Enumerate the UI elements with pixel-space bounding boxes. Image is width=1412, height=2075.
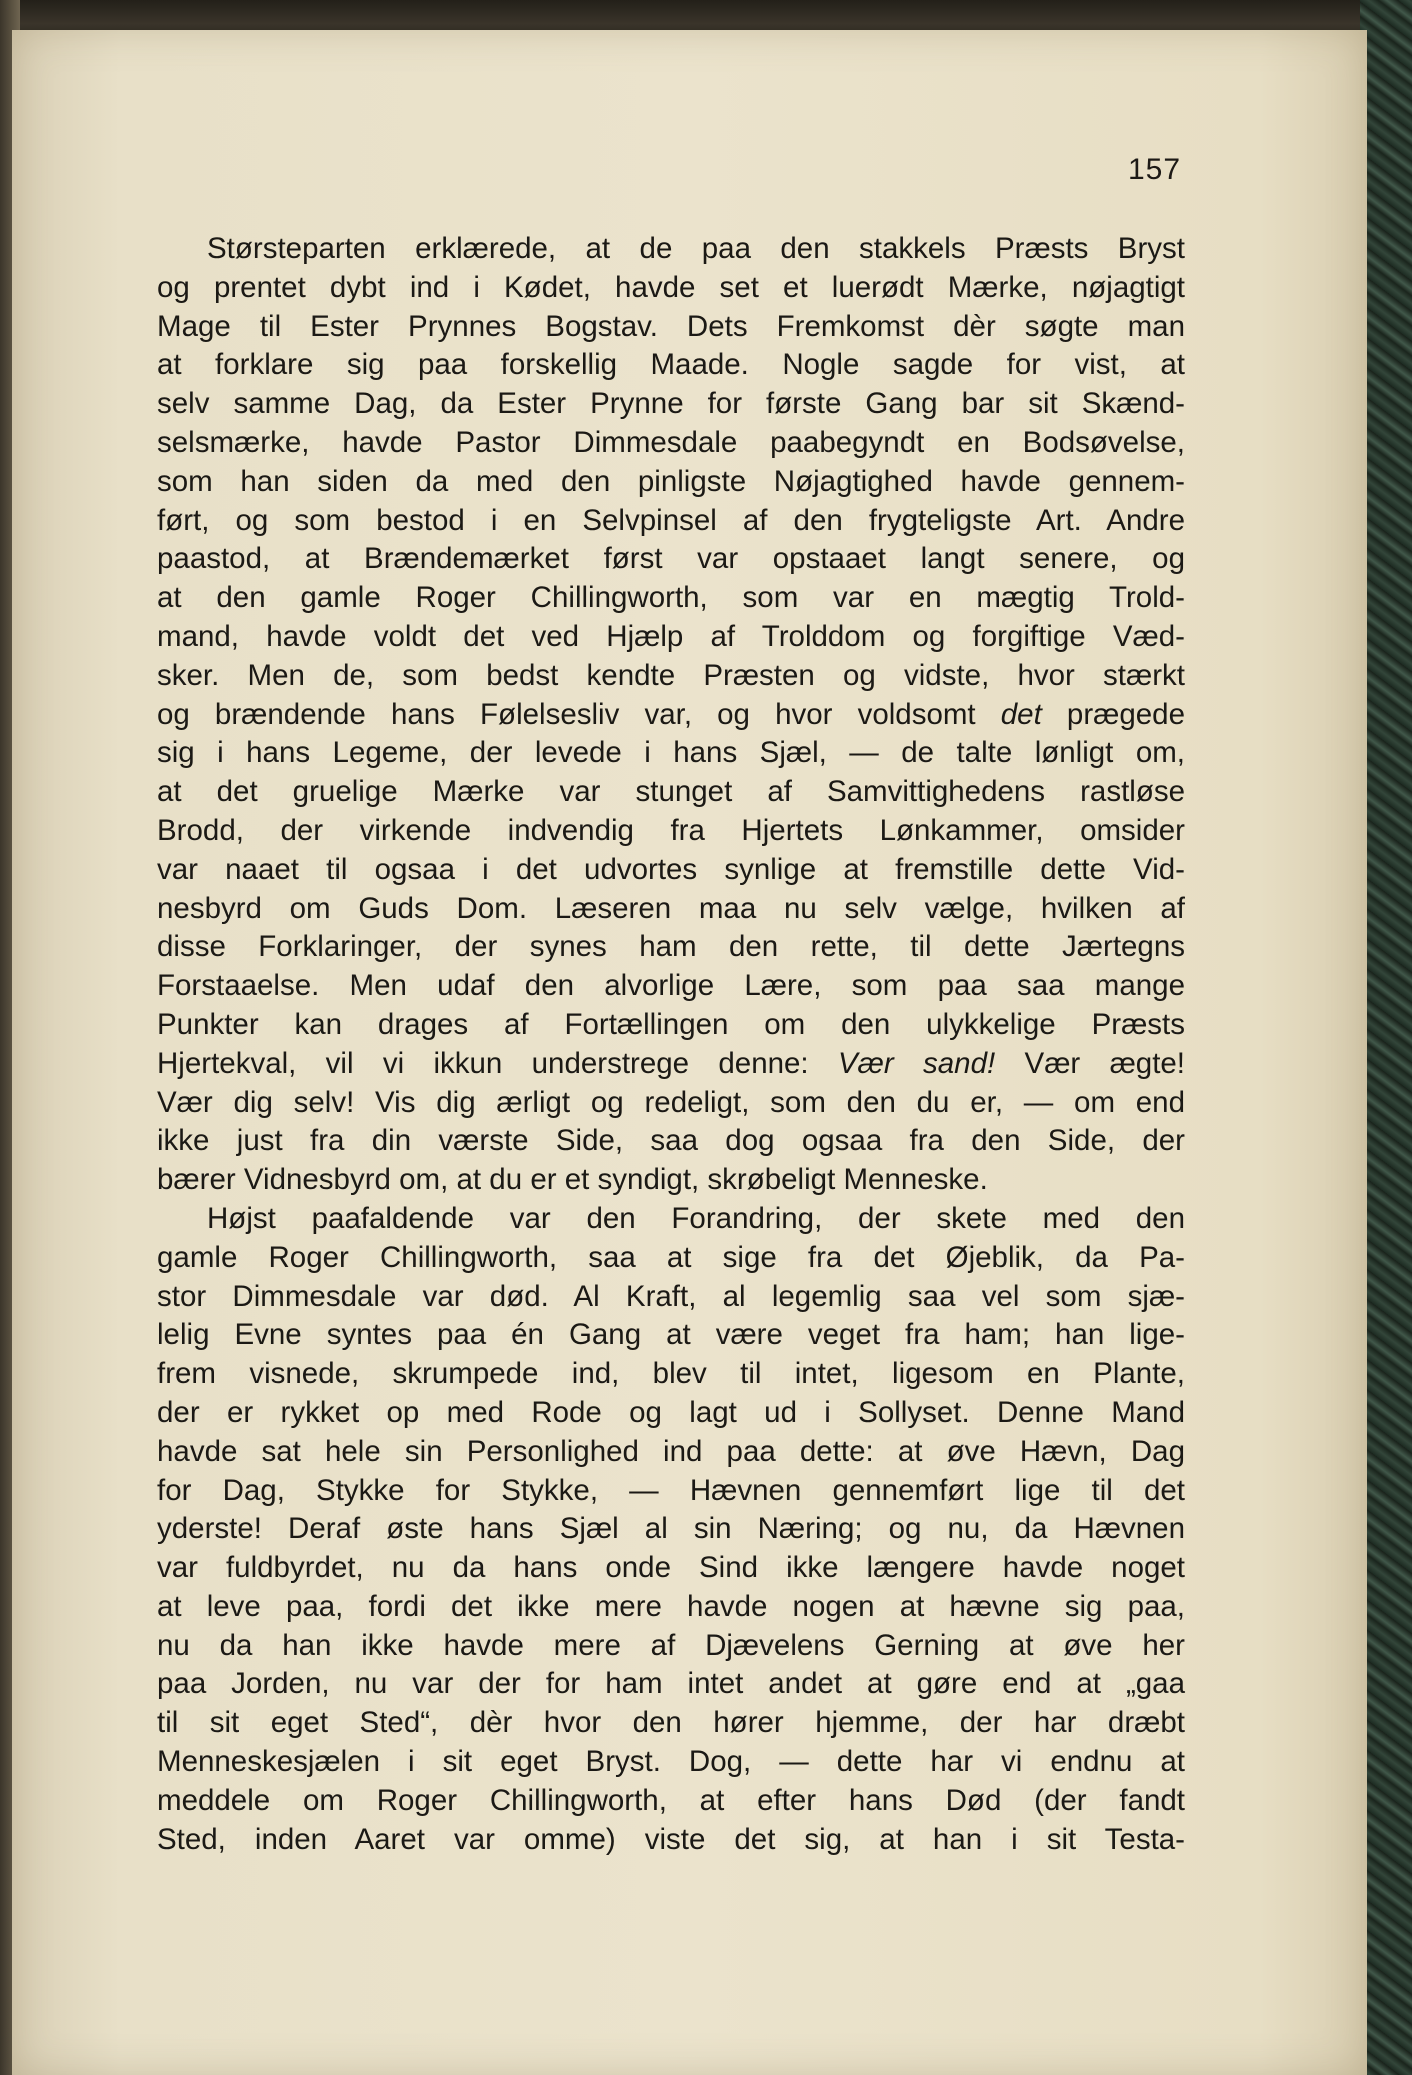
- text-line: til sit eget Sted“, dèr hvor den hører hjemme, der har dræbt: [157, 1706, 1185, 1740]
- text-line: var naaet til ogsaa i det udvortes synlige at fremstille dette Vid-: [157, 852, 1185, 886]
- text-line: Brodd, der virkende indvendig fra Hjertets Lønkammer, omsider: [157, 813, 1185, 847]
- text-line: disse Forklaringer, der synes ham den rette, til dette Jærtegns: [157, 930, 1185, 964]
- text-line: paa Jorden, nu var der for ham intet andet at gøre end at „gaa: [157, 1667, 1185, 1701]
- text-line: nu da han ikke havde mere af Djævelens Gerning at øve her: [157, 1628, 1185, 1662]
- text-line: Vær dig selv! Vis dig ærligt og redeligt, som den du er, — om end: [157, 1085, 1185, 1119]
- text-line: sker. Men de, som bedst kendte Præsten og vidste, hvor stærkt: [157, 658, 1185, 692]
- text-line: gamle Roger Chillingworth, saa at sige fra det Øjeblik, da Pa-: [157, 1240, 1185, 1274]
- text-line: nesbyrd om Guds Dom. Læseren maa nu selv vælge, hvilken af: [157, 891, 1185, 925]
- book-page: [12, 30, 1367, 2075]
- text-line: Højst paafaldende var den Forandring, der skete med den: [207, 1201, 1185, 1235]
- text-line: sig i hans Legeme, der levede i hans Sjæl, — de talte lønligt om,: [157, 736, 1185, 770]
- body-text: [157, 230, 1185, 1859]
- text-line: at den gamle Roger Chillingworth, som var en mægtig Trold-: [157, 581, 1185, 615]
- page-number: 157: [1128, 153, 1182, 186]
- italic-phrase: Vær sand!: [837, 1046, 996, 1080]
- text-line: yderste! Deraf øste hans Sjæl al sin Næring; og nu, da Hævnen: [157, 1512, 1185, 1546]
- text-line: ført, og som bestod i en Selvpinsel af den frygteligste Art. Andre: [157, 503, 1185, 537]
- text-line: at det gruelige Mærke var stunget af Samvittighedens rastløse: [157, 775, 1185, 809]
- text-line: og prentet dybt ind i Kødet, havde set et luerødt Mærke, nøjagtigt: [157, 270, 1185, 304]
- text-line: Sted, inden Aaret var omme) viste det sig, at han i sit Testa-: [157, 1822, 1185, 1856]
- text-segment: Vær ægte!: [1024, 1046, 1185, 1080]
- text-line: paastod, at Brændemærket først var opstaaet langt senere, og: [157, 542, 1185, 576]
- text-line: havde sat hele sin Personlighed ind paa dette: at øve Hævn, Dag: [157, 1434, 1185, 1468]
- text-segment: og brændende hans Følelsesliv var, og hvor voldsomt: [157, 697, 976, 731]
- text-segment: prægede: [1066, 697, 1185, 731]
- text-line: selsmærke, havde Pastor Dimmesdale paabegyndt en Bodsøvelse,: [157, 425, 1185, 459]
- text-line: Størsteparten erklærede, at de paa den stakkels Præsts Bryst: [207, 232, 1185, 265]
- book-cover-marbled-edge: [1360, 0, 1412, 2075]
- text-line: Punkter kan drages af Fortællingen om den ulykkelige Præsts: [157, 1007, 1185, 1041]
- text-line: ikke just fra din værste Side, saa dog ogsaa fra den Side, der: [157, 1124, 1185, 1158]
- text-line: Menneskesjælen i sit eget Bryst. Dog, — dette har vi endnu at: [157, 1745, 1185, 1779]
- text-line: som han siden da med den pinligste Nøjagtighed havde gennem-: [157, 464, 1185, 498]
- text-line: var fuldbyrdet, nu da hans onde Sind ikke længere havde noget: [157, 1551, 1185, 1585]
- text-line: at forklare sig paa forskellig Maade. Nogle sagde for vist, at: [157, 348, 1185, 382]
- text-line: selv samme Dag, da Ester Prynne for første Gang bar sit Skænd-: [157, 387, 1185, 421]
- text-line: at leve paa, fordi det ikke mere havde nogen at hævne sig paa,: [157, 1589, 1185, 1623]
- text-segment: Hjertekval, vil vi ikkun understrege denne:: [157, 1046, 809, 1080]
- text-line: lelig Evne syntes paa én Gang at være veget fra ham; han lige-: [157, 1318, 1185, 1352]
- text-line: frem visnede, skrumpede ind, blev til intet, ligesom en Plante,: [157, 1357, 1185, 1391]
- text-line: meddele om Roger Chillingworth, at efter hans Død (der fandt: [157, 1783, 1185, 1817]
- text-line: Forstaaelse. Men udaf den alvorlige Lære, som paa saa mange: [157, 969, 1185, 1003]
- text-line: der er rykket op med Rode og lagt ud i Sollyset. Denne Mand: [157, 1395, 1185, 1429]
- text-line: Mage til Ester Prynnes Bogstav. Dets Fremkomst dèr søgte man: [157, 309, 1185, 343]
- text-line: stor Dimmesdale var død. Al Kraft, al legemlig saa vel som sjæ-: [157, 1279, 1185, 1313]
- text-line-with-italic: [157, 1045, 1185, 1084]
- text-line: for Dag, Stykke for Stykke, — Hævnen gennemført lige til det: [157, 1473, 1185, 1507]
- text-line: mand, havde voldt det ved Hjælp af Trolddom og forgiftige Væd-: [157, 619, 1185, 653]
- text-line: bærer Vidnesbyrd om, at du er et syndigt, skrøbeligt Menneske.: [157, 1163, 988, 1197]
- text-line-with-italic: [157, 696, 1185, 735]
- italic-word: det: [1000, 697, 1042, 731]
